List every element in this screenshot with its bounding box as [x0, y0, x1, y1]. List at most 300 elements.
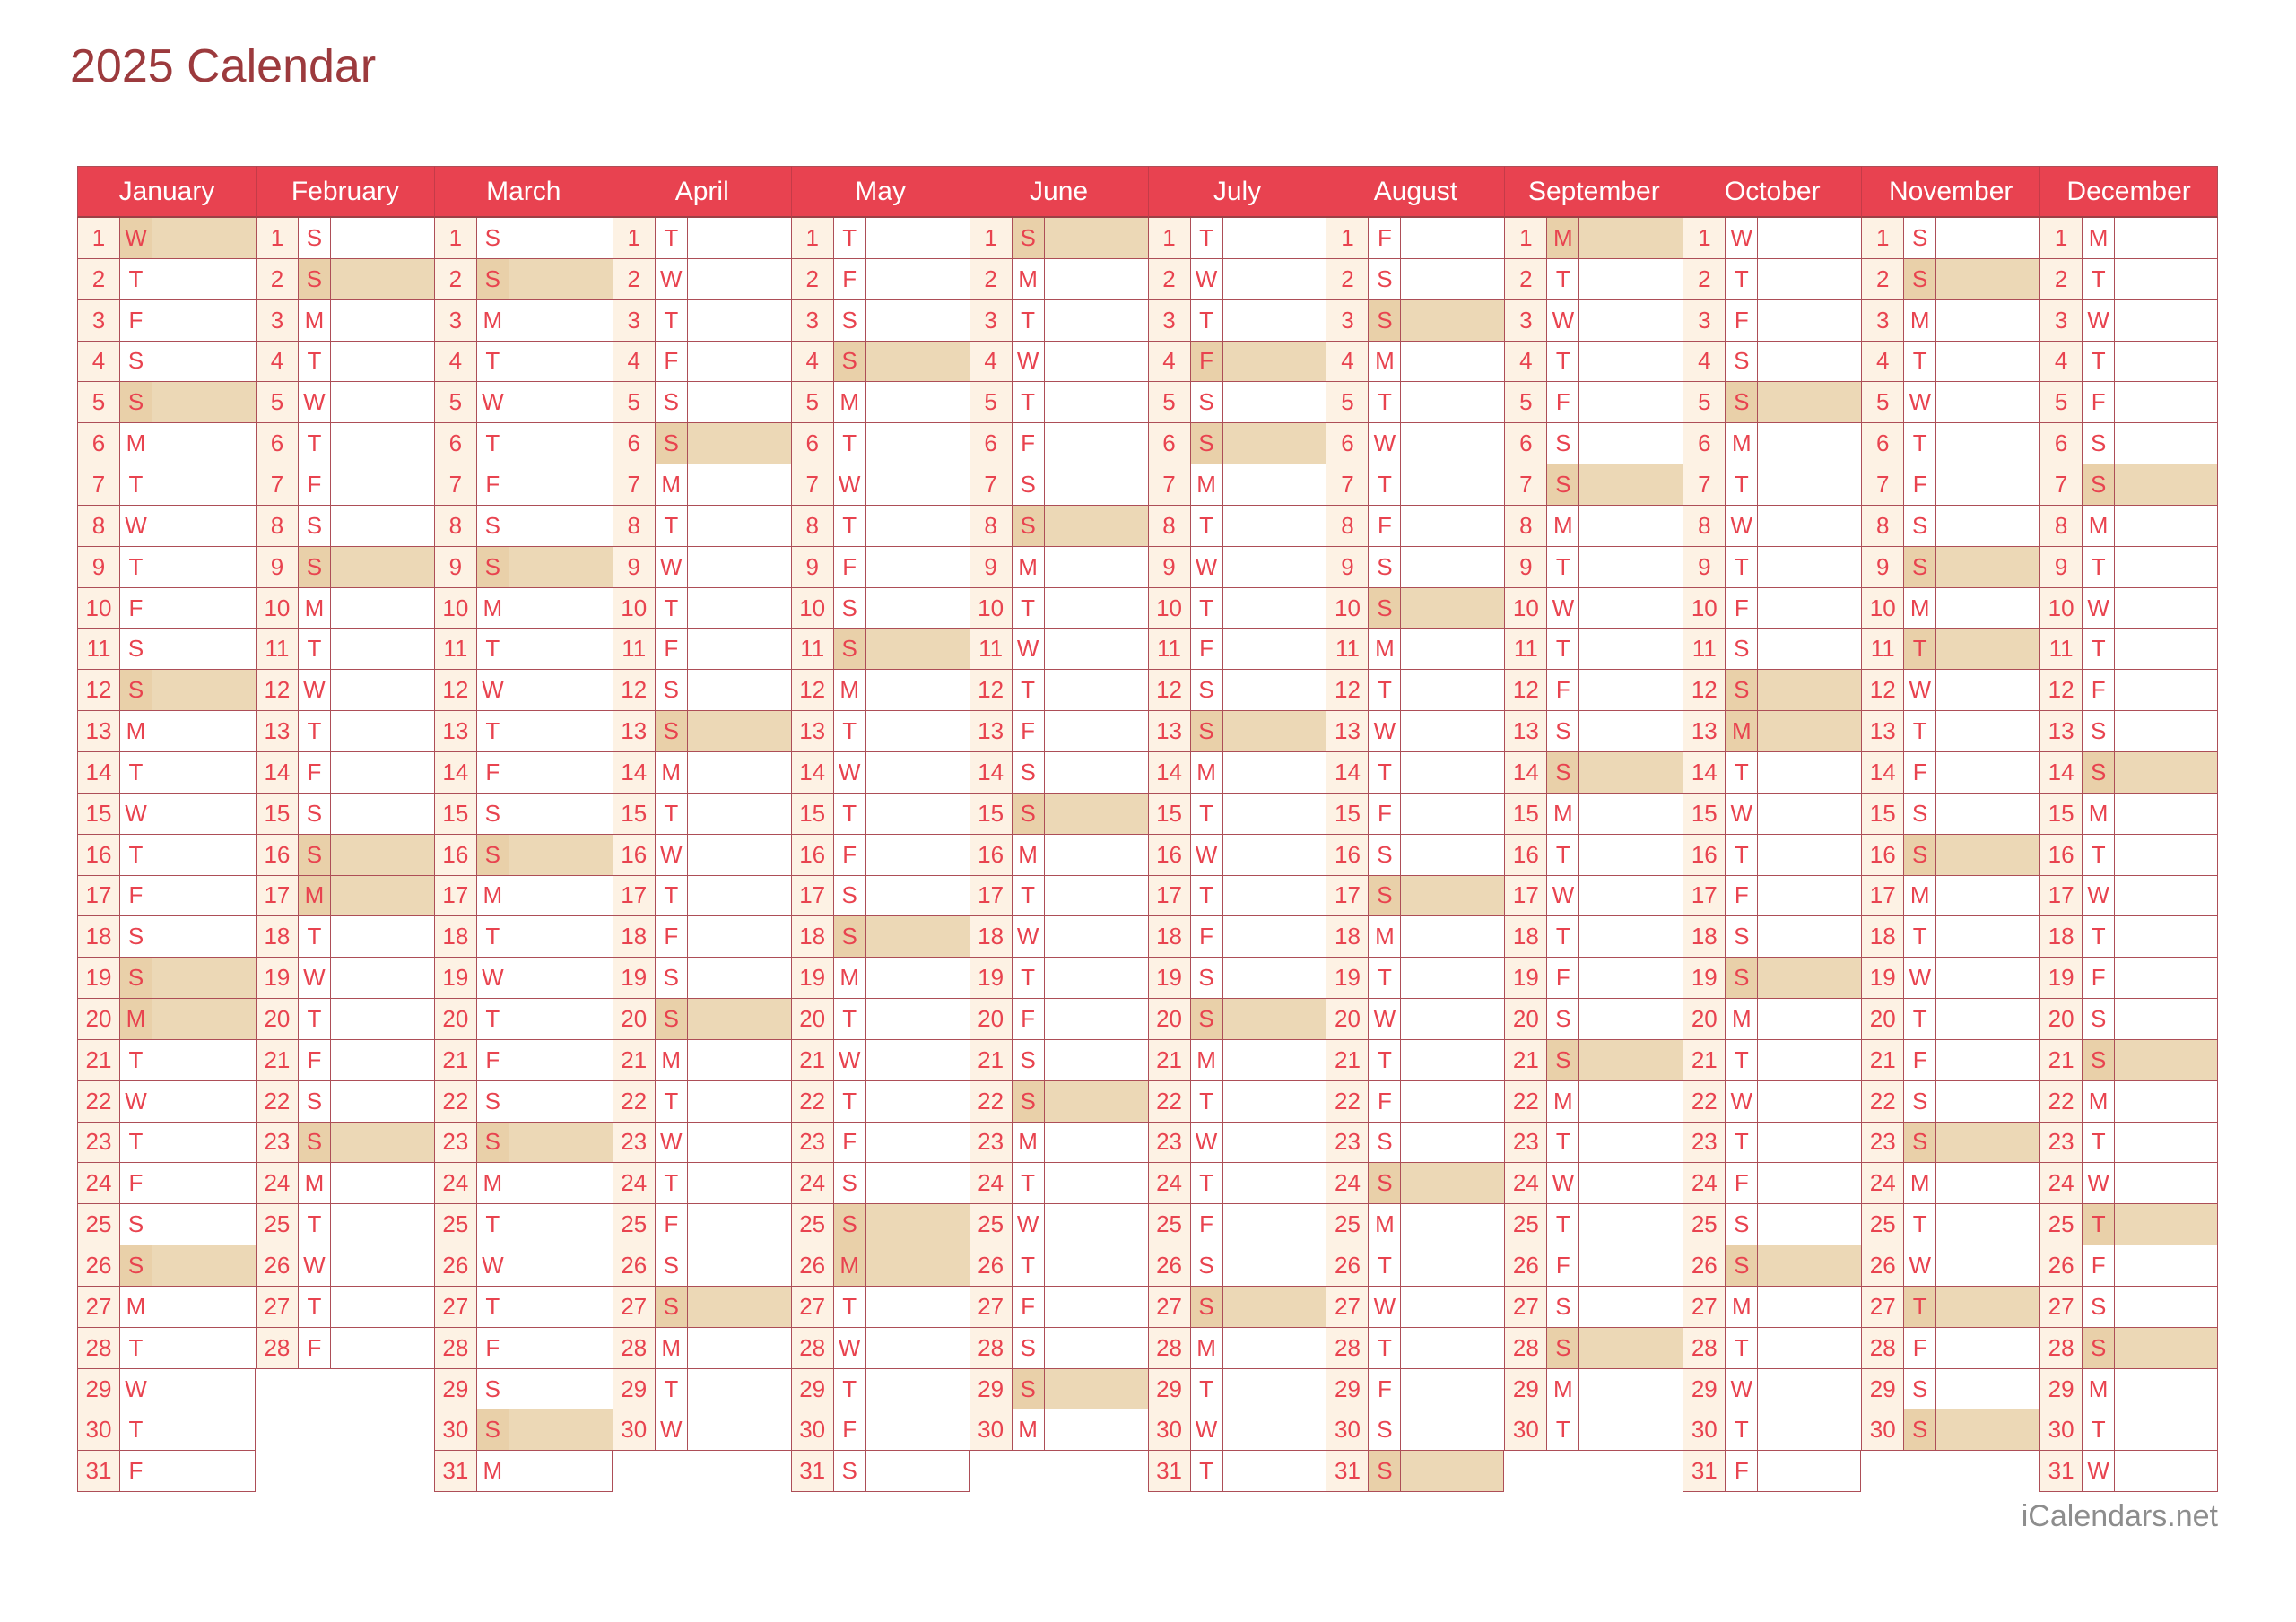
- day-note-cell: [688, 259, 791, 299]
- day-number-cell: 22: [78, 1081, 120, 1122]
- day-number-cell: 31: [435, 1451, 477, 1491]
- day-row: [1683, 999, 1861, 1040]
- day-note-cell: [1758, 342, 1861, 382]
- day-number-cell: 4: [1505, 342, 1547, 382]
- day-number-cell: 17: [1683, 876, 1726, 916]
- day-letter-cell: S: [656, 999, 688, 1039]
- day-number-cell: 20: [78, 999, 120, 1039]
- day-letter-cell: W: [1191, 835, 1223, 875]
- day-letter-cell: S: [1726, 629, 1758, 669]
- day-number-cell: 8: [1683, 506, 1726, 546]
- day-letter-cell: W: [1013, 629, 1045, 669]
- day-letter-cell: M: [1369, 1204, 1401, 1245]
- day-letter-cell: F: [2083, 1245, 2115, 1286]
- day-row: [970, 1123, 1148, 1164]
- day-note-cell: [1936, 876, 2039, 916]
- day-row: [256, 1245, 434, 1287]
- day-note-cell: [1758, 1040, 1861, 1080]
- day-row: [970, 999, 1148, 1040]
- day-row: [613, 1369, 791, 1410]
- day-letter-cell: S: [656, 1245, 688, 1286]
- day-note-cell: [1758, 1204, 1861, 1245]
- day-number-cell: 7: [1683, 464, 1726, 505]
- day-letter-cell: S: [1013, 1081, 1045, 1122]
- day-number-cell: 27: [257, 1287, 299, 1327]
- day-note-cell: [331, 629, 434, 669]
- day-note-cell: [1223, 916, 1326, 957]
- day-note-cell: [866, 1287, 970, 1327]
- day-row: [1148, 1245, 1326, 1287]
- day-letter-cell: T: [477, 629, 509, 669]
- day-row: [1326, 464, 1504, 506]
- day-letter-cell: S: [1726, 382, 1758, 422]
- watermark-link[interactable]: iCalendars.net: [2021, 1499, 2218, 1533]
- day-note-cell: [152, 300, 256, 341]
- day-number-cell: 5: [435, 382, 477, 422]
- day-row: [2039, 876, 2218, 917]
- day-row: [970, 1163, 1148, 1204]
- day-number-cell: 7: [613, 464, 656, 505]
- day-letter-cell: W: [299, 1245, 331, 1286]
- day-note-cell: [1045, 506, 1148, 546]
- day-number-cell: 3: [1683, 300, 1726, 341]
- day-row: [1326, 794, 1504, 835]
- day-note-cell: [509, 300, 613, 341]
- day-note-cell: [509, 1328, 613, 1368]
- day-number-cell: 19: [613, 958, 656, 998]
- day-row: [2039, 588, 2218, 629]
- day-number-cell: 11: [1683, 629, 1726, 669]
- day-letter-cell: W: [120, 794, 152, 834]
- day-letter-cell: T: [1191, 1451, 1223, 1491]
- day-row: [1148, 218, 1326, 259]
- day-note-cell: [1401, 342, 1504, 382]
- day-row: [1148, 1451, 1326, 1492]
- day-letter-cell: T: [834, 423, 866, 464]
- day-row: [1683, 506, 1861, 547]
- day-row: [434, 588, 613, 629]
- day-row: [1861, 916, 2039, 958]
- day-row: [1504, 999, 1683, 1040]
- day-number-cell: 3: [792, 300, 834, 341]
- day-note-cell: [1045, 259, 1148, 299]
- day-number-cell: 17: [792, 876, 834, 916]
- day-note-cell: [509, 670, 613, 710]
- day-row: [970, 752, 1148, 794]
- day-note-cell: [866, 794, 970, 834]
- day-letter-cell: F: [2083, 958, 2115, 998]
- day-row: [1504, 1409, 1683, 1451]
- day-note-cell: [1401, 629, 1504, 669]
- day-row: [1504, 588, 1683, 629]
- day-row: [1504, 794, 1683, 835]
- day-note-cell: [509, 916, 613, 957]
- day-note-cell: [1223, 876, 1326, 916]
- day-row: [256, 342, 434, 383]
- day-letter-cell: S: [1191, 711, 1223, 751]
- day-note-cell: [1401, 382, 1504, 422]
- month-header: January: [77, 166, 256, 218]
- day-note-cell: [1401, 876, 1504, 916]
- day-note-cell: [509, 835, 613, 875]
- day-letter-cell: M: [1013, 1409, 1045, 1450]
- day-letter-cell: W: [299, 382, 331, 422]
- day-letter-cell: S: [1369, 1163, 1401, 1203]
- day-note-cell: [866, 958, 970, 998]
- day-row: [613, 999, 791, 1040]
- day-row: [2039, 711, 2218, 752]
- day-note-cell: [509, 1369, 613, 1409]
- day-letter-cell: S: [1904, 547, 1936, 587]
- day-note-cell: [2115, 300, 2218, 341]
- day-number-cell: 18: [2040, 916, 2083, 957]
- day-number-cell: 19: [78, 958, 120, 998]
- day-number-cell: 22: [1683, 1081, 1726, 1122]
- day-letter-cell: S: [1547, 752, 1579, 793]
- day-note-cell: [2115, 1163, 2218, 1203]
- day-letter-cell: W: [120, 1369, 152, 1409]
- day-letter-cell: T: [299, 1287, 331, 1327]
- day-row: [434, 835, 613, 876]
- day-letter-cell: W: [1013, 342, 1045, 382]
- day-number-cell: 29: [435, 1369, 477, 1409]
- day-note-cell: [152, 1123, 256, 1163]
- day-note-cell: [1223, 1204, 1326, 1245]
- day-number-cell: 10: [1862, 588, 1904, 629]
- day-number-cell: 16: [1862, 835, 1904, 875]
- day-number-cell: 2: [792, 259, 834, 299]
- day-row: [791, 464, 970, 506]
- day-number-cell: 5: [1683, 382, 1726, 422]
- day-letter-cell: M: [120, 999, 152, 1039]
- day-row: [1326, 218, 1504, 259]
- day-note-cell: [1045, 1245, 1148, 1286]
- day-letter-cell: S: [2083, 1040, 2115, 1080]
- day-note-cell: [1223, 794, 1326, 834]
- day-number-cell: 21: [970, 1040, 1013, 1080]
- day-letter-cell: F: [477, 1328, 509, 1368]
- day-letter-cell: W: [656, 259, 688, 299]
- day-row: [1683, 1451, 1861, 1492]
- day-row: [1683, 629, 1861, 670]
- day-note-cell: [1758, 1409, 1861, 1450]
- day-note-cell: [2115, 464, 2218, 505]
- day-number-cell: 16: [792, 835, 834, 875]
- day-row: [791, 588, 970, 629]
- day-letter-cell: F: [477, 464, 509, 505]
- day-letter-cell: S: [1013, 794, 1045, 834]
- day-note-cell: [1401, 1040, 1504, 1080]
- day-note-cell: [1401, 794, 1504, 834]
- day-number-cell: 21: [613, 1040, 656, 1080]
- day-note-cell: [509, 1040, 613, 1080]
- day-letter-cell: M: [120, 711, 152, 751]
- day-letter-cell: S: [1369, 300, 1401, 341]
- day-row: [791, 958, 970, 999]
- day-number-cell: 6: [613, 423, 656, 464]
- day-letter-cell: F: [1369, 1369, 1401, 1409]
- day-number-cell: 30: [792, 1409, 834, 1450]
- day-number-cell: 11: [2040, 629, 2083, 669]
- day-note-cell: [1223, 629, 1326, 669]
- day-letter-cell: T: [2083, 547, 2115, 587]
- day-note-cell: [1223, 464, 1326, 505]
- day-letter-cell: T: [834, 1369, 866, 1409]
- day-number-cell: 3: [613, 300, 656, 341]
- day-row: [1148, 1123, 1326, 1164]
- day-number-cell: 8: [1326, 506, 1369, 546]
- day-note-cell: [1401, 464, 1504, 505]
- day-note-cell: [1758, 218, 1861, 258]
- day-letter-cell: S: [834, 1204, 866, 1245]
- day-number-cell: 28: [970, 1328, 1013, 1368]
- day-note-cell: [1223, 423, 1326, 464]
- day-letter-cell: S: [1726, 342, 1758, 382]
- day-note-cell: [1758, 382, 1861, 422]
- day-note-cell: [331, 259, 434, 299]
- day-row: [434, 1328, 613, 1369]
- day-letter-cell: F: [1904, 464, 1936, 505]
- day-letter-cell: S: [1904, 1123, 1936, 1163]
- day-letter-cell: W: [1547, 1163, 1579, 1203]
- day-note-cell: [509, 794, 613, 834]
- day-letter-cell: T: [120, 1409, 152, 1450]
- day-number-cell: 23: [435, 1123, 477, 1163]
- day-letter-cell: T: [1726, 464, 1758, 505]
- day-number-cell: 11: [1862, 629, 1904, 669]
- day-row: [256, 794, 434, 835]
- day-note-cell: [1758, 1245, 1861, 1286]
- day-note-cell: [1936, 1081, 2039, 1122]
- day-row: [791, 218, 970, 259]
- day-note-cell: [1579, 1163, 1683, 1203]
- page-title: 2025 Calendar: [70, 40, 377, 92]
- day-note-cell: [688, 876, 791, 916]
- day-note-cell: [1936, 958, 2039, 998]
- day-number-cell: 2: [257, 259, 299, 299]
- day-number-cell: 19: [1326, 958, 1369, 998]
- day-number-cell: 8: [78, 506, 120, 546]
- day-number-cell: 4: [2040, 342, 2083, 382]
- day-number-cell: 1: [1505, 218, 1547, 258]
- day-note-cell: [1579, 794, 1683, 834]
- day-row: [1861, 876, 2039, 917]
- day-letter-cell: S: [299, 218, 331, 258]
- day-row: [1504, 423, 1683, 464]
- day-number-cell: 21: [435, 1040, 477, 1080]
- day-number-cell: 29: [1683, 1369, 1726, 1409]
- day-note-cell: [1045, 1328, 1148, 1368]
- day-letter-cell: M: [1547, 506, 1579, 546]
- day-number-cell: 16: [1149, 835, 1191, 875]
- month-header: October: [1683, 166, 1861, 218]
- day-number-cell: 8: [257, 506, 299, 546]
- day-row: [77, 382, 256, 423]
- day-letter-cell: S: [1369, 259, 1401, 299]
- day-number-cell: 6: [78, 423, 120, 464]
- day-note-cell: [2115, 423, 2218, 464]
- day-note-cell: [331, 958, 434, 998]
- day-letter-cell: T: [477, 423, 509, 464]
- day-row: [613, 794, 791, 835]
- day-note-cell: [1758, 629, 1861, 669]
- day-note-cell: [152, 958, 256, 998]
- day-letter-cell: M: [834, 958, 866, 998]
- day-row: [613, 958, 791, 999]
- day-letter-cell: W: [1547, 876, 1579, 916]
- day-note-cell: [1579, 999, 1683, 1039]
- day-note-cell: [331, 588, 434, 629]
- day-number-cell: 15: [78, 794, 120, 834]
- day-letter-cell: W: [477, 382, 509, 422]
- day-row: [791, 670, 970, 711]
- day-letter-cell: M: [1726, 711, 1758, 751]
- day-number-cell: 28: [257, 1328, 299, 1368]
- day-number-cell: 23: [1683, 1123, 1726, 1163]
- day-row: [791, 423, 970, 464]
- day-number-cell: 18: [78, 916, 120, 957]
- day-row: [256, 259, 434, 300]
- day-number-cell: 5: [1149, 382, 1191, 422]
- day-letter-cell: S: [834, 1451, 866, 1491]
- day-row: [613, 1409, 791, 1451]
- day-letter-cell: F: [1369, 218, 1401, 258]
- day-note-cell: [331, 1081, 434, 1122]
- day-note-cell: [152, 1287, 256, 1327]
- day-note-cell: [1223, 547, 1326, 587]
- day-note-cell: [2115, 958, 2218, 998]
- day-note-cell: [1223, 1451, 1326, 1491]
- day-row: [256, 382, 434, 423]
- day-row: [77, 794, 256, 835]
- day-row: [256, 1163, 434, 1204]
- day-row: [1326, 588, 1504, 629]
- day-letter-cell: F: [1013, 423, 1045, 464]
- day-number-cell: 9: [1326, 547, 1369, 587]
- day-letter-cell: F: [1369, 794, 1401, 834]
- day-number-cell: 3: [1862, 300, 1904, 341]
- day-note-cell: [152, 629, 256, 669]
- day-number-cell: 24: [1149, 1163, 1191, 1203]
- day-letter-cell: S: [120, 1245, 152, 1286]
- day-row: [1683, 547, 1861, 588]
- day-note-cell: [152, 588, 256, 629]
- day-note-cell: [1936, 1369, 2039, 1409]
- day-letter-cell: S: [1547, 1328, 1579, 1368]
- day-letter-cell: T: [1191, 876, 1223, 916]
- day-note-cell: [1758, 835, 1861, 875]
- day-row: [1683, 916, 1861, 958]
- day-number-cell: 2: [2040, 259, 2083, 299]
- day-number-cell: 13: [1683, 711, 1726, 751]
- day-number-cell: 19: [1149, 958, 1191, 998]
- day-row: [434, 259, 613, 300]
- day-number-cell: 15: [1862, 794, 1904, 834]
- day-note-cell: [866, 670, 970, 710]
- day-letter-cell: T: [1369, 752, 1401, 793]
- day-letter-cell: T: [299, 1204, 331, 1245]
- day-letter-cell: T: [656, 1369, 688, 1409]
- day-number-cell: 20: [257, 999, 299, 1039]
- day-number-cell: 31: [2040, 1451, 2083, 1491]
- day-letter-cell: F: [1547, 958, 1579, 998]
- day-row: [1148, 588, 1326, 629]
- day-letter-cell: W: [299, 670, 331, 710]
- day-number-cell: 7: [435, 464, 477, 505]
- day-row: [77, 1163, 256, 1204]
- day-note-cell: [509, 506, 613, 546]
- day-number-cell: 20: [792, 999, 834, 1039]
- day-row: [77, 752, 256, 794]
- day-number-cell: 21: [2040, 1040, 2083, 1080]
- day-note-cell: [1936, 1409, 2039, 1450]
- day-number-cell: 21: [1505, 1040, 1547, 1080]
- day-letter-cell: T: [2083, 835, 2115, 875]
- day-letter-cell: M: [1191, 464, 1223, 505]
- day-number-cell: 25: [1862, 1204, 1904, 1245]
- day-number-cell: 22: [1149, 1081, 1191, 1122]
- day-letter-cell: T: [120, 464, 152, 505]
- day-number-cell: 28: [2040, 1328, 2083, 1368]
- day-note-cell: [1936, 1123, 2039, 1163]
- day-row: [613, 835, 791, 876]
- day-letter-cell: F: [1369, 1081, 1401, 1122]
- day-row: [1683, 711, 1861, 752]
- day-row: [791, 342, 970, 383]
- day-letter-cell: T: [120, 1040, 152, 1080]
- day-letter-cell: T: [1904, 1204, 1936, 1245]
- day-row: [1683, 752, 1861, 794]
- day-row: [1504, 547, 1683, 588]
- day-letter-cell: S: [1191, 999, 1223, 1039]
- day-number-cell: 1: [1149, 218, 1191, 258]
- day-row: [1504, 752, 1683, 794]
- day-note-cell: [152, 1369, 256, 1409]
- day-number-cell: 18: [435, 916, 477, 957]
- day-note-cell: [688, 835, 791, 875]
- day-note-cell: [2115, 629, 2218, 669]
- day-row: [970, 1409, 1148, 1451]
- day-note-cell: [1045, 1081, 1148, 1122]
- day-number-cell: 13: [257, 711, 299, 751]
- day-row: [1861, 958, 2039, 999]
- day-row: [1148, 794, 1326, 835]
- day-row: [613, 670, 791, 711]
- day-number-cell: 16: [2040, 835, 2083, 875]
- day-row: [2039, 1163, 2218, 1204]
- day-row: [613, 916, 791, 958]
- day-row: [1683, 423, 1861, 464]
- day-letter-cell: S: [299, 259, 331, 299]
- day-number-cell: 25: [78, 1204, 120, 1245]
- day-note-cell: [152, 1245, 256, 1286]
- day-row: [1148, 464, 1326, 506]
- day-number-cell: 1: [613, 218, 656, 258]
- day-number-cell: 27: [613, 1287, 656, 1327]
- day-number-cell: 28: [78, 1328, 120, 1368]
- day-number-cell: 12: [78, 670, 120, 710]
- day-row: [77, 670, 256, 711]
- day-note-cell: [1936, 1328, 2039, 1368]
- day-note-cell: [1401, 588, 1504, 629]
- day-row: [2039, 916, 2218, 958]
- day-letter-cell: M: [1726, 1287, 1758, 1327]
- day-number-cell: 19: [435, 958, 477, 998]
- day-number-cell: 17: [78, 876, 120, 916]
- day-number-cell: 13: [2040, 711, 2083, 751]
- day-number-cell: 24: [257, 1163, 299, 1203]
- day-number-cell: 11: [435, 629, 477, 669]
